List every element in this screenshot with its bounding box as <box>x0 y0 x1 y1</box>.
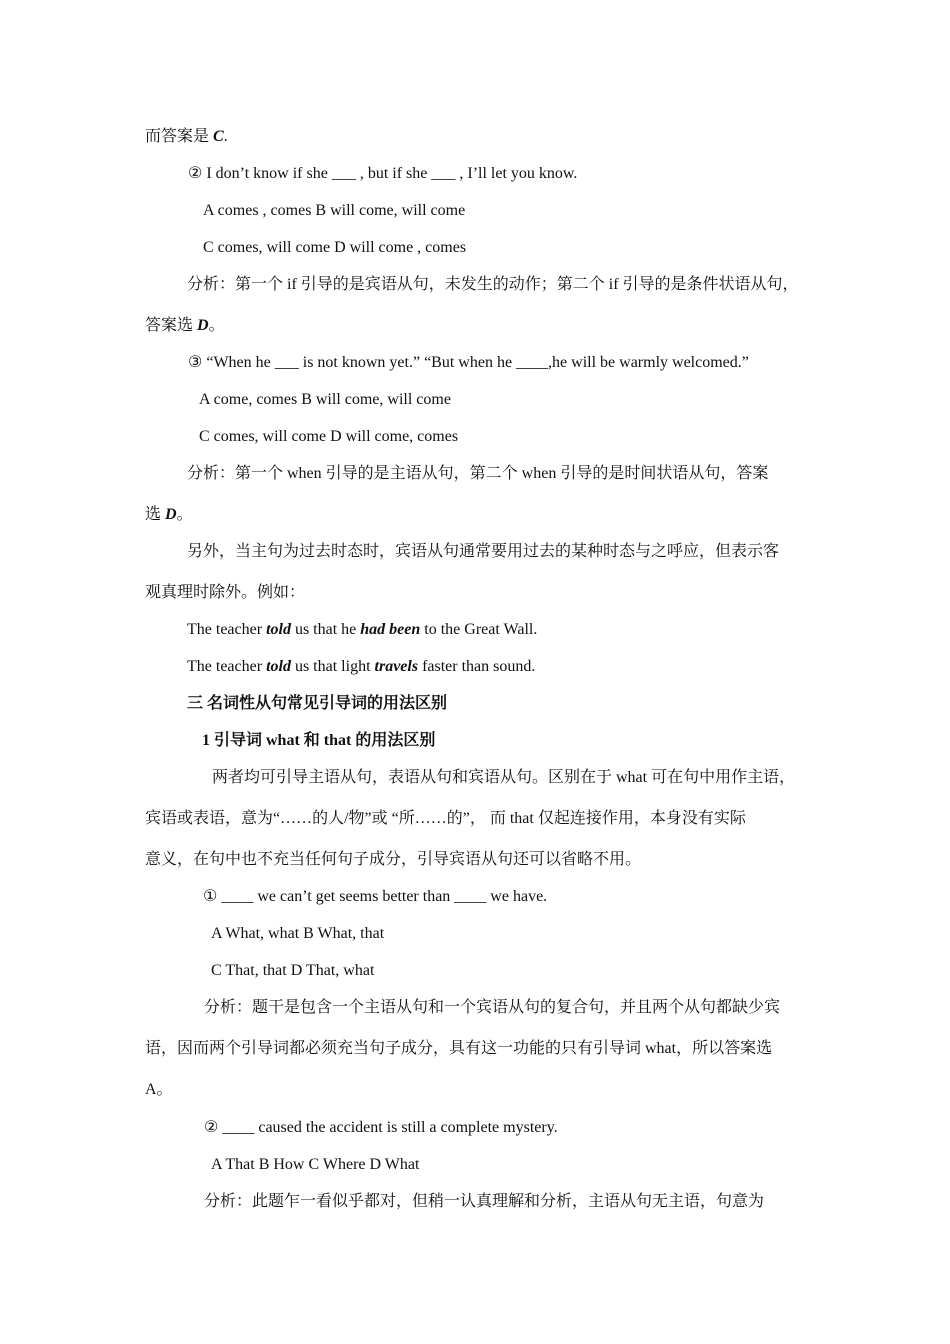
text-span: C That, that D That, what <box>211 962 375 979</box>
emphasis-text: told <box>266 621 291 638</box>
emphasis-text: D <box>165 506 177 523</box>
text-span: The teacher <box>187 621 267 638</box>
text-span: ③ “When he ___ is not known yet.” “But when he ____,he will be warmly welcomed.” <box>188 354 749 371</box>
text-line <box>145 316 225 336</box>
text-line <box>204 1192 764 1212</box>
text-span: 而答案是 <box>145 128 214 145</box>
text-span: 选 <box>145 506 166 523</box>
text-span: us that light <box>290 658 375 675</box>
emphasis-text: told <box>266 658 291 675</box>
text-line <box>188 353 749 373</box>
text-span: C comes, will come D will come , comes <box>203 239 467 256</box>
text-span: 分析：第一个 if 引导的是宾语从句，未发生的动作；第二个 if 引导的是条件状语从句， <box>187 276 799 293</box>
text-span: 观真理时除外。例如： <box>145 584 306 601</box>
text-line <box>187 694 447 714</box>
text-line <box>187 275 799 295</box>
emphasis-text: had been <box>360 621 421 638</box>
text-span: 另外，当主句为过去时态时，宾语从句通常要用过去的某种时态与之呼应，但表示客 <box>187 543 780 560</box>
text-span: 分析：第一个 when 引导的是主语从句，第二个 when 引导的是时间状语从句，答案 <box>187 465 769 482</box>
text-line <box>202 731 435 751</box>
text-span: A What, what B What, that <box>211 925 385 942</box>
text-line <box>199 427 458 447</box>
text-line <box>204 998 780 1018</box>
heading-text: 三 名词性从句常见引导词的用法区别 <box>187 695 448 712</box>
text-line <box>188 164 577 184</box>
text-line <box>212 768 795 788</box>
text-line <box>145 583 305 603</box>
text-span: A comes , comes B will come, will come <box>203 202 466 219</box>
text-line <box>211 961 374 981</box>
text-line <box>203 238 466 258</box>
text-span: 两者均可引导主语从句，表语从句和宾语从句。区别在于 what 可在句中用作主语， <box>212 769 796 786</box>
text-line <box>145 850 641 870</box>
text-span: . <box>223 128 228 145</box>
text-span: 答案选 <box>145 317 198 334</box>
text-line <box>203 887 547 907</box>
text-span: A come, comes B will come, will come <box>199 391 451 408</box>
text-span: 。 <box>176 506 193 523</box>
text-line <box>145 505 193 525</box>
emphasis-text: D <box>197 317 209 334</box>
text-line <box>187 620 537 640</box>
text-line <box>145 1080 173 1100</box>
text-span: 分析：此题乍一看似乎都对，但稍一认真理解和分析，主语从句无主语，句意为 <box>204 1193 765 1210</box>
heading-text: 1 引导词 what 和 that 的用法区别 <box>202 732 436 749</box>
text-line <box>203 201 465 221</box>
text-span: ② I don’t know if she ___ , but if she ___ , I’ll let you know. <box>188 165 578 182</box>
text-span: A。 <box>145 1081 173 1098</box>
text-span: us that he <box>290 621 361 638</box>
text-line <box>187 542 779 562</box>
text-span: 宾语或表语，意为“……的人/物”或 “所……的”， 而 that 仅起连接作用，本身没有实际 <box>145 810 746 827</box>
text-span: 分析：题干是包含一个主语从句和一个宾语从句的复合句，并且两个从句都缺少宾 <box>204 999 781 1016</box>
text-span: ① ____ we can’t get seems better than ____ we have. <box>203 888 548 905</box>
text-span: to the Great Wall. <box>420 621 538 638</box>
text-line <box>199 390 451 410</box>
text-span: 语，因而两个引导词都必须充当句子成分，具有这一功能的只有引导词 what，所以答案选 <box>145 1040 773 1057</box>
text-line <box>211 924 384 944</box>
text-span: ② ____ caused the accident is still a complete mystery. <box>204 1119 558 1136</box>
text-span: A That B How C Where D What <box>211 1156 420 1173</box>
text-line <box>187 657 535 677</box>
text-line <box>211 1155 419 1175</box>
text-span: 意义，在句中也不充当任何句子成分，引导宾语从句还可以省略不用。 <box>145 851 642 868</box>
text-line <box>187 464 768 484</box>
text-line <box>145 127 228 147</box>
text-span: C comes, will come D will come, comes <box>199 428 459 445</box>
text-span: 。 <box>208 317 225 334</box>
text-line <box>145 809 746 829</box>
emphasis-text: C <box>213 128 224 145</box>
text-span: faster than sound. <box>418 658 536 675</box>
text-line <box>204 1118 558 1138</box>
text-line <box>145 1039 772 1059</box>
text-span: The teacher <box>187 658 267 675</box>
emphasis-text: travels <box>374 658 419 675</box>
